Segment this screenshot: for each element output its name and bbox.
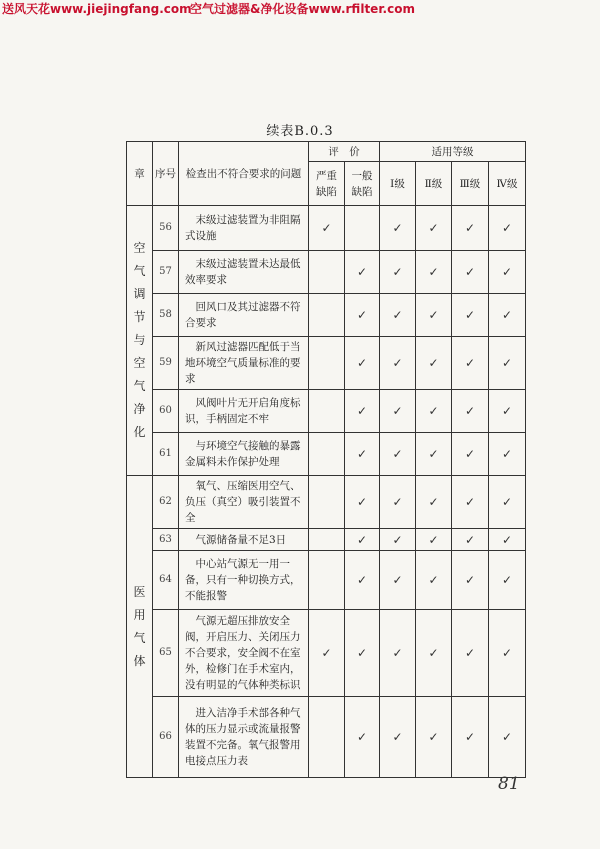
check-icon: ✓	[428, 646, 439, 660]
row-issue: 中心站气源无一用一备，只有一种切换方式，不能报警	[179, 551, 309, 610]
check-icon: ✓	[392, 308, 403, 322]
chapter-char: 化	[133, 425, 146, 439]
mark-g2	[416, 697, 452, 778]
check-icon: ✓	[356, 308, 368, 322]
row-number: 62	[153, 476, 179, 529]
check-icon: ✓	[321, 221, 332, 235]
chapter-char: 气	[133, 264, 146, 278]
mark-g1	[380, 529, 416, 551]
mark-g1	[380, 337, 416, 390]
check-icon: ✓	[392, 447, 403, 461]
row-number: 56	[153, 206, 179, 251]
check-icon: ✓	[428, 265, 439, 279]
mark-serious	[309, 337, 345, 390]
mark-g4	[489, 433, 526, 476]
header-issue: 检查出不符合要求的问题	[179, 142, 309, 206]
mark-general	[345, 610, 380, 697]
mark-g4	[489, 697, 526, 778]
check-icon: ✓	[464, 221, 476, 235]
check-icon: ✓	[356, 495, 368, 509]
row-issue: 风阀叶片无开启角度标识，手柄固定不牢	[179, 390, 309, 433]
check-icon: ✓	[428, 573, 439, 587]
header-grade-1: Ⅰ级	[380, 162, 416, 206]
watermark-right: 空气过滤器&净化设备www.rfilter.com	[190, 2, 415, 16]
mark-g2	[416, 251, 452, 294]
mark-g4	[489, 206, 526, 251]
row-number: 64	[153, 551, 179, 610]
check-icon: ✓	[392, 646, 403, 660]
check-icon: ✓	[428, 221, 439, 235]
chapter-cell	[127, 206, 153, 476]
check-icon: ✓	[356, 573, 368, 587]
header-grade-4: Ⅳ级	[489, 162, 526, 206]
mark-g4	[489, 390, 526, 433]
table-row	[127, 251, 526, 294]
check-icon: ✓	[392, 404, 403, 418]
mark-serious	[309, 697, 345, 778]
chapter-char: 用	[133, 607, 146, 622]
row-number: 66	[153, 697, 179, 778]
mark-g4	[489, 251, 526, 294]
chapter-char: 气	[133, 379, 146, 393]
chapter-char: 空	[133, 241, 146, 255]
check-icon: ✓	[356, 265, 368, 279]
check-icon: ✓	[464, 532, 476, 547]
mark-g3	[452, 337, 489, 390]
check-icon: ✓	[356, 447, 368, 461]
mark-general	[345, 294, 380, 337]
check-icon: ✓	[428, 356, 439, 370]
mark-g4	[489, 337, 526, 390]
header-grade-2: Ⅱ级	[416, 162, 452, 206]
mark-g1	[380, 610, 416, 697]
header-grade-3: Ⅲ级	[452, 162, 489, 206]
mark-general	[345, 529, 380, 551]
check-icon: ✓	[428, 730, 439, 744]
check-icon: ✓	[428, 447, 439, 461]
mark-general	[345, 251, 380, 294]
mark-general	[345, 390, 380, 433]
mark-g2	[416, 206, 452, 251]
check-icon: ✓	[464, 404, 476, 418]
row-issue: 气源无超压排放安全阀，开启压力、关闭压力不合要求，安全阀不在室外，检修门在手术室内，没有明显的气体种类标识	[179, 610, 309, 697]
header-evaluation: 评 价	[309, 142, 380, 162]
table-row	[127, 337, 526, 390]
header-chapter: 章	[127, 142, 153, 206]
mark-serious	[309, 294, 345, 337]
mark-serious	[309, 433, 345, 476]
check-icon: ✓	[356, 730, 368, 744]
chapter-char: 体	[133, 653, 146, 668]
mark-g4	[489, 610, 526, 697]
table-row	[127, 697, 526, 778]
mark-g3	[452, 529, 489, 551]
check-icon: ✓	[464, 573, 476, 587]
mark-g3	[452, 294, 489, 337]
check-icon: ✓	[392, 573, 403, 587]
mark-g3	[452, 390, 489, 433]
row-issue: 末级过滤装置未达最低效率要求	[179, 251, 309, 294]
check-icon: ✓	[501, 265, 513, 279]
check-icon: ✓	[501, 495, 513, 509]
mark-g1	[380, 433, 416, 476]
check-icon: ✓	[321, 646, 332, 660]
mark-serious	[309, 529, 345, 551]
check-icon: ✓	[428, 532, 439, 547]
inspection-table	[126, 141, 526, 778]
row-number: 57	[153, 251, 179, 294]
watermark-left: 送风天花www.jiejingfang.com	[2, 2, 192, 16]
mark-general	[345, 433, 380, 476]
mark-g3	[452, 206, 489, 251]
mark-serious	[309, 551, 345, 610]
row-number: 65	[153, 610, 179, 697]
check-icon: ✓	[392, 730, 403, 744]
mark-serious	[309, 476, 345, 529]
check-icon: ✓	[501, 532, 513, 547]
check-icon: ✓	[356, 646, 368, 660]
mark-g2	[416, 610, 452, 697]
mark-general	[345, 476, 380, 529]
chapter-char: 气	[133, 630, 146, 645]
page-number: 81	[498, 774, 520, 794]
mark-serious	[309, 390, 345, 433]
table-row	[127, 433, 526, 476]
mark-serious	[309, 206, 345, 251]
row-issue: 新风过滤器匹配低于当地环境空气质量标准的要求	[179, 337, 309, 390]
mark-g3	[452, 433, 489, 476]
mark-g1	[380, 476, 416, 529]
check-icon: ✓	[501, 404, 513, 418]
check-icon: ✓	[464, 356, 476, 370]
check-icon: ✓	[464, 495, 476, 509]
table-row	[127, 390, 526, 433]
mark-general	[345, 697, 380, 778]
chapter-char: 医	[133, 584, 146, 599]
table-title: 续表B.0.3	[266, 124, 334, 139]
mark-g4	[489, 529, 526, 551]
header-serious: 严重缺陷	[309, 162, 345, 206]
check-icon: ✓	[501, 646, 513, 660]
row-issue: 进入洁净手术部各种气体的压力显示或流量报警装置不完备。氧气报警用电接点压力表	[179, 697, 309, 778]
mark-g1	[380, 206, 416, 251]
check-icon: ✓	[464, 265, 476, 279]
check-icon: ✓	[356, 404, 368, 418]
check-icon: ✓	[392, 495, 403, 509]
table-row	[127, 206, 526, 251]
mark-g2	[416, 476, 452, 529]
check-icon: ✓	[392, 265, 403, 279]
row-number: 59	[153, 337, 179, 390]
table-row	[127, 529, 526, 551]
check-icon: ✓	[428, 404, 439, 418]
mark-g4	[489, 294, 526, 337]
row-issue: 回风口及其过滤器不符合要求	[179, 294, 309, 337]
check-icon: ✓	[392, 221, 403, 235]
check-icon: ✓	[501, 447, 513, 461]
mark-general	[345, 337, 380, 390]
chapter-char: 净	[133, 402, 146, 416]
check-icon: ✓	[464, 730, 476, 744]
row-number: 61	[153, 433, 179, 476]
check-icon: ✓	[428, 308, 439, 322]
check-icon: ✓	[501, 573, 513, 587]
mark-g3	[452, 697, 489, 778]
check-icon: ✓	[501, 308, 513, 322]
table-row	[127, 610, 526, 697]
mark-general	[345, 206, 380, 251]
header-grades: 适用等级	[380, 142, 526, 162]
row-issue: 末级过滤装置为非阻隔式设施	[179, 206, 309, 251]
mark-g1	[380, 390, 416, 433]
chapter-cell	[127, 476, 153, 778]
chapter-char: 空	[133, 356, 146, 370]
table-row	[127, 551, 526, 610]
row-issue: 气源储备量不足3日	[179, 529, 309, 551]
check-icon: ✓	[464, 646, 476, 660]
row-issue: 与环境空气接触的暴露金属料未作保护处理	[179, 433, 309, 476]
mark-g1	[380, 251, 416, 294]
mark-serious	[309, 610, 345, 697]
check-icon: ✓	[356, 532, 368, 547]
check-icon: ✓	[392, 532, 403, 547]
check-icon: ✓	[392, 356, 403, 370]
check-icon: ✓	[501, 356, 513, 370]
check-icon: ✓	[464, 308, 476, 322]
chapter-char: 调	[133, 287, 146, 301]
row-issue: 氧气、压缩医用空气、负压（真空）吸引装置不全	[179, 476, 309, 529]
mark-g4	[489, 476, 526, 529]
mark-g3	[452, 476, 489, 529]
table-body	[127, 206, 526, 778]
header-general: 一般缺陷	[345, 162, 380, 206]
table-row	[127, 476, 526, 529]
row-number: 60	[153, 390, 179, 433]
check-icon: ✓	[356, 356, 368, 370]
header-number: 序号	[153, 142, 179, 206]
check-icon: ✓	[464, 447, 476, 461]
site-watermark	[2, 0, 598, 18]
mark-serious	[309, 251, 345, 294]
row-number: 63	[153, 529, 179, 551]
check-icon: ✓	[428, 495, 439, 509]
mark-g1	[380, 697, 416, 778]
mark-g1	[380, 551, 416, 610]
mark-g3	[452, 251, 489, 294]
chapter-char: 与	[133, 333, 146, 347]
mark-g3	[452, 610, 489, 697]
mark-g2	[416, 390, 452, 433]
mark-g2	[416, 294, 452, 337]
mark-g4	[489, 551, 526, 610]
check-icon: ✓	[501, 221, 513, 235]
mark-g2	[416, 433, 452, 476]
table-row	[127, 294, 526, 337]
mark-g3	[452, 551, 489, 610]
mark-general	[345, 551, 380, 610]
row-number: 58	[153, 294, 179, 337]
chapter-char: 节	[133, 310, 146, 324]
mark-g2	[416, 551, 452, 610]
mark-g1	[380, 294, 416, 337]
mark-g2	[416, 337, 452, 390]
check-icon: ✓	[501, 730, 513, 744]
mark-g2	[416, 529, 452, 551]
